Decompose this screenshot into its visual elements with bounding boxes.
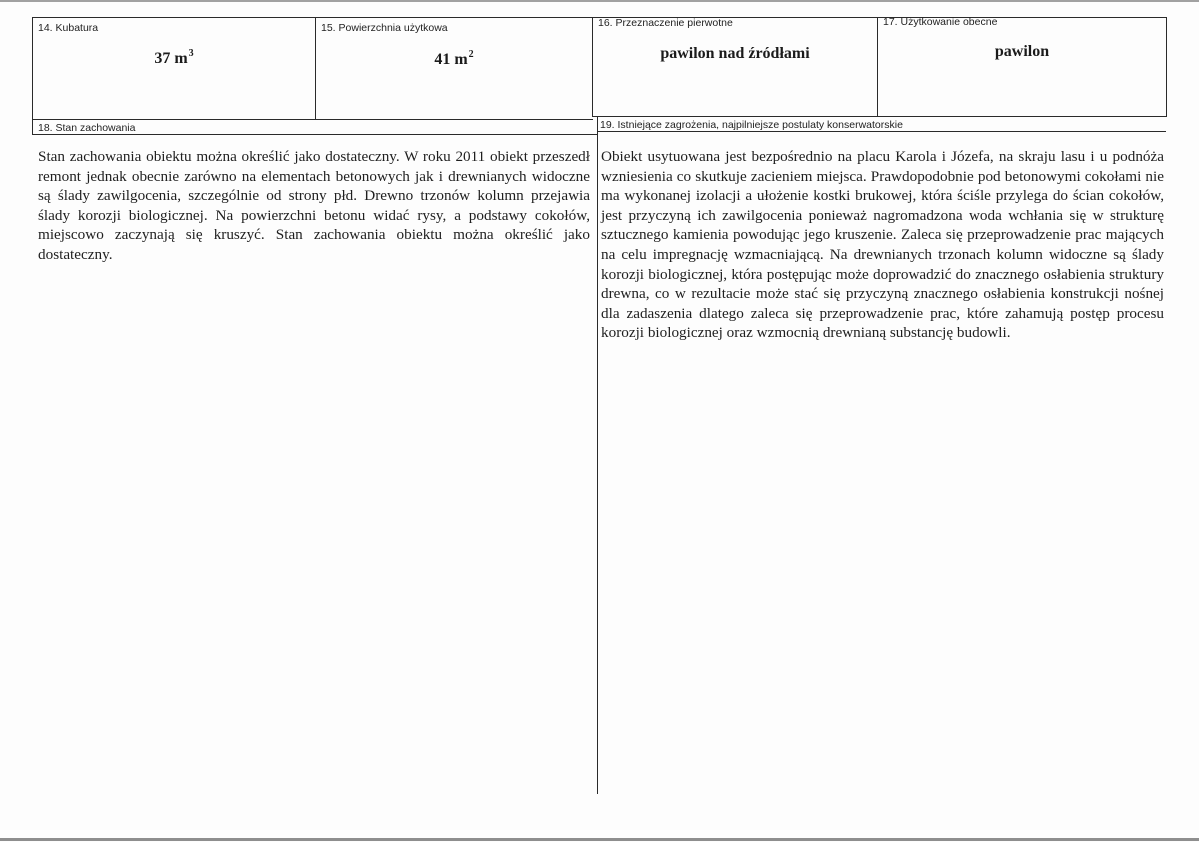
zagrozenia-label: 19. Istniejące zagrożenia, najpilniejsze postulaty konserwatorskie [600, 119, 903, 131]
powierzchnia-exponent: 2 [468, 49, 474, 60]
przeznaczenie-value: pawilon nad źródłami [660, 45, 810, 62]
stan-label: 18. Stan zachowania [38, 122, 136, 134]
center-column-divider [597, 116, 598, 794]
kubatura-exponent: 3 [188, 48, 194, 59]
row-divider-right [593, 116, 1166, 117]
row-divider-left [32, 119, 593, 120]
stan-label-underline [32, 134, 597, 135]
powierzchnia-label: 15. Powierzchnia użytkowa [321, 22, 448, 34]
scan-bottom-edge [0, 838, 1199, 841]
stan-text: Stan zachowania obiektu można określić jako dostateczny. W roku 2011 obiekt przeszedł remont jednak obecnie zarówno na elementach betonowych jak i drewnianych widoczne są ślady zawilgocenia, szczególnie od strony płd. Drewno trzonów kolumn przejawia ślady korozji biologicznej. Na powierzchni betonu widać rysy, a podstawy cokołów, miejscowo zaczynają się kruszyć. Stan zachowania obiektu można określić jako dostateczny. [38, 148, 590, 263]
zagrozenia-text: Obiekt usytuowana jest bezpośrednio na placu Karola i Józefa, na skraju lasu i u podnóża wzniesienia co skutkuje zacieniem miejsca. Prawdopodobnie pod betonowymi cokołami nie ma wykonanej izolacji a ułożenie kostki brukowej, która ściśle przylega do ścian cokołów, jest przyczyną ich zawilgocenia ponieważ nagromadzona woda wchłania się w strukturę sztucznego kamienia powodując jego kruszenie. Zaleca się przeprowadzenie prac mających na celu impregnację wzmacniającą. Na drewnianych trzonach kolumn widoczne są ślady korozji biologicznej, która postępując może doprowadzić do znacznego osłabienia struktury drewna, co w rezultacie może stać się przyczyną znacznego osłabienia konstrukcji nośnej dla zadaszenia dlatego zaleca się przeprowadzenie prac, które zahamują postęp procesu korozji biologicznej oraz wzmocnią drewnianą substancję budowli. [601, 148, 1164, 342]
uzytkowanie-label: 17. Użytkowanie obecne [883, 16, 998, 28]
divider-16-17 [877, 17, 878, 117]
kubatura-value-text: 37 m [154, 50, 188, 67]
zagrozenia-label-underline [597, 131, 1166, 132]
przeznaczenie-label: 16. Przeznaczenie pierwotne [598, 17, 733, 29]
powierzchnia-value-text: 41 m [434, 51, 468, 68]
uzytkowanie-value: pawilon [994, 43, 1050, 60]
divider-15-16 [592, 17, 593, 117]
kubatura-label: 14. Kubatura [38, 22, 99, 34]
scan-top-edge [0, 0, 1199, 2]
powierzchnia-value [316, 51, 592, 69]
kubatura-value [33, 50, 315, 68]
left-border-upper [32, 17, 33, 120]
right-border-upper [1166, 17, 1167, 117]
left-border-lower [32, 119, 33, 134]
